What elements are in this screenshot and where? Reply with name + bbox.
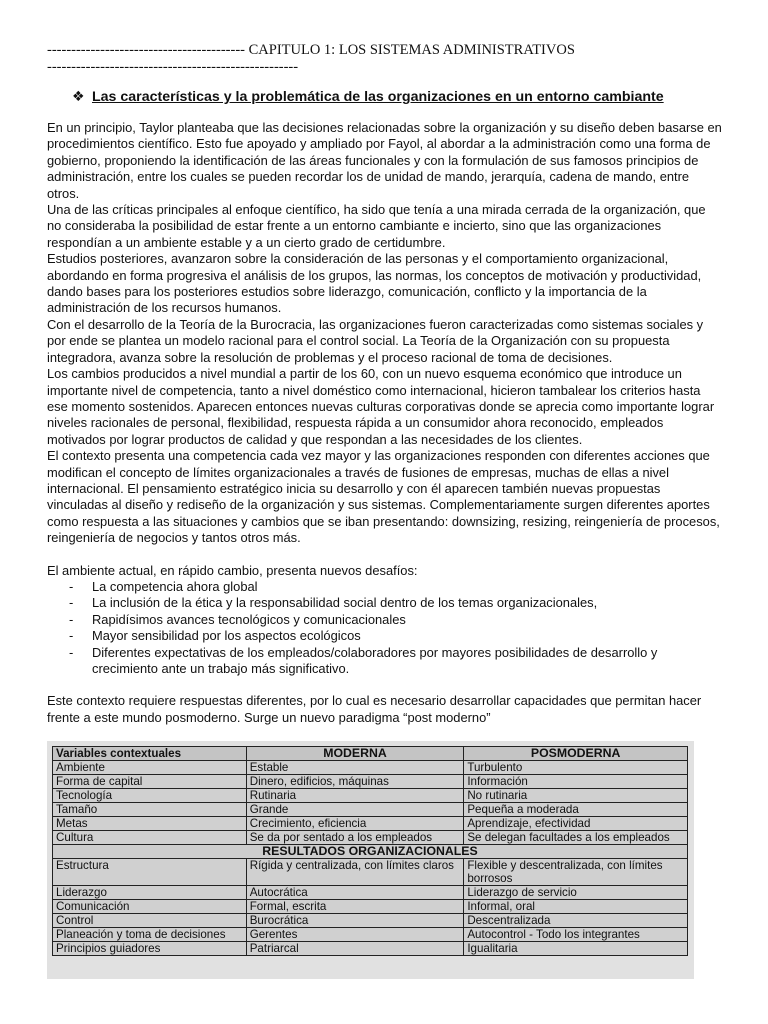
table-row (53, 761, 688, 775)
diamond-bullet-icon: ❖ (72, 88, 85, 104)
table-section-row (53, 845, 688, 859)
table-cell: Estructura (53, 859, 247, 886)
list-item: - Diferentes expectativas de los empleados/colaboradores por mayores posibilidades de desarrollo y crecimiento ante un trabajo más significativo. (47, 645, 723, 678)
table-cell: Rígida y centralizada, con límites claros (246, 859, 464, 886)
challenges-intro: El ambiente actual, en rápido cambio, presenta nuevos desafíos: (47, 562, 418, 578)
table-row (53, 775, 688, 789)
body-text (47, 120, 723, 726)
paragraph: El contexto presenta una competencia cada vez mayor y las organizaciones responden con diferentes acciones que modifican el concepto de límites organizacionales a través de fusiones de empresas, muchas de ellas a nivel internacional. El pensamiento estratégico inicia su desarrollo y con él aparecen también nuevas propuestas vinculadas al diseño y rediseño de la organización y sus sistemas. Complementariamente surgen diferentes aportes como respuesta a las situaciones y cambios que se iban presentando: downsizing, resizing, reingeniería de procesos, reingeniería de negocios y tantos otros más. (47, 448, 720, 546)
comparison-table-frame (47, 741, 694, 979)
table-row (53, 789, 688, 803)
table-header-row (53, 747, 688, 761)
table-cell: Igualitaria (464, 942, 688, 956)
chapter-dashes-line2: ---------------------------------------------------- (47, 59, 299, 75)
chapter-dashes: ----------------------------------------- (47, 42, 245, 58)
table-cell: Flexible y descentralizada, con límites borrosos (464, 859, 688, 886)
table-cell: Autocontrol - Todo los integrantes (464, 928, 688, 942)
table-cell: Estable (246, 761, 464, 775)
table-cell: Liderazgo de servicio (464, 886, 688, 900)
table-row (53, 817, 688, 831)
table-cell: No rutinaria (464, 789, 688, 803)
table-row (53, 859, 688, 886)
table-cell: Comunicación (53, 900, 247, 914)
table-cell: Planeación y toma de decisiones (53, 928, 247, 942)
paragraph: Estudios posteriores, avanzaron sobre la consideración de las personas y el comportamiento organizacional, abordando en forma progresiva el análisis de los grupos, las normas, los conceptos de motivación y productividad, dando bases para los posteriores estudios sobre liderazgo, comunicación, conflicto y la importancia de la administración de los recursos humanos. (47, 251, 702, 316)
table-cell: Patriarcal (246, 942, 464, 956)
paragraph: En un principio, Taylor planteaba que las decisiones relacionadas sobre la organización y su diseño deben basarse en procedimientos científico. Esto fue apoyado y ampliado por Fayol, al abordar a la administración como una forma de gobierno, proponiendo la identificación de las áreas funcionales y con la formulación de sus famosos principios de administración, entre los cuales se pueden recordar los de unidad de mando, jerarquía, cadena de mando, entre otros. (47, 120, 722, 201)
list-item: - La competencia ahora global (47, 579, 723, 595)
table-cell: Tamaño (53, 803, 247, 817)
section-subheading (72, 88, 664, 105)
table-cell: Control (53, 914, 247, 928)
table-row (53, 831, 688, 845)
table-row (53, 942, 688, 956)
table-cell: Metas (53, 817, 247, 831)
table-cell: Autocrática (246, 886, 464, 900)
header-variables: Variables contextuales (53, 747, 247, 761)
table-cell: Gerentes (246, 928, 464, 942)
table-cell: Dinero, edificios, máquinas (246, 775, 464, 789)
table-cell: Se delegan facultades a los empleados (464, 831, 688, 845)
paragraph: Con el desarrollo de la Teoría de la Burocracia, las organizaciones fueron caracterizadas como sistemas sociales y por ende se plantea un modelo racional para el control social. La Teoría de la Organización con su propuesta integradora, avanza sobre la resolución de problemas y el proceso racional de toma de decisiones. (47, 316, 704, 365)
table-cell: Liderazgo (53, 886, 247, 900)
list-item: - La inclusión de la ética y la responsabilidad social dentro de los temas organizacionales, (47, 595, 723, 611)
table-cell: Ambiente (53, 761, 247, 775)
section-title: RESULTADOS ORGANIZACIONALES (53, 845, 688, 859)
chapter-title: CAPITULO 1: LOS SISTEMAS ADMINISTRATIVOS (248, 42, 575, 58)
table-cell: Turbulento (464, 761, 688, 775)
table-cell: Rutinaria (246, 789, 464, 803)
list-item: - Mayor sensibilidad por los aspectos ecológicos (47, 628, 723, 644)
chapter-header (47, 42, 727, 76)
table-cell: Aprendizaje, efectividad (464, 817, 688, 831)
table-cell: Tecnología (53, 789, 247, 803)
table-row (53, 914, 688, 928)
table-row (53, 900, 688, 914)
table-cell: Grande (246, 803, 464, 817)
comparison-table (52, 746, 688, 956)
table-cell: Principios guiadores (53, 942, 247, 956)
table-cell: Formal, escrita (246, 900, 464, 914)
table-cell: Pequeña a moderada (464, 803, 688, 817)
table-cell: Crecimiento, eficiencia (246, 817, 464, 831)
paragraph: Los cambios producidos a nivel mundial a partir de los 60, con un nuevo esquema económico que introduce un importante nivel de competencia, tanto a nivel doméstico como internacional, hicieron tambalear los criterios hasta ese momento sostenidos. Aparecen entonces nuevas culturas corporativas donde se aprecia como importante lograr niveles racionales de personal, flexibilidad, respuesta rápida a un consumidor ahora reconocido, empleados motivados por lograr productos de calidad y que respondan a las necesidades de los clientes. (47, 366, 715, 447)
table-cell: Cultura (53, 831, 247, 845)
subheading-title: Las características y la problemática de las organizaciones en un entorno cambiante (92, 89, 664, 105)
closing-paragraph: Este contexto requiere respuestas diferentes, por lo cual es necesario desarrollar capacidades que permitan hacer frente a este mundo posmoderno. Surge un nuevo paradigma “post moderno” (47, 693, 702, 725)
table-cell: Forma de capital (53, 775, 247, 789)
challenges-list (47, 579, 723, 677)
table-row (53, 886, 688, 900)
table-cell: Descentralizada (464, 914, 688, 928)
header-moderna: MODERNA (246, 747, 464, 761)
paragraph: Una de las críticas principales al enfoque científico, ha sido que tenía a una mirada cerrada de la organización, que no consideraba la posibilidad de estar frente a un entorno cambiante e incierto, sino que las organizaciones respondían a un ambiente estable y a un cierto grado de certidumbre. (47, 202, 706, 250)
table-cell: Informal, oral (464, 900, 688, 914)
list-item: - Rapidísimos avances tecnológicos y comunicacionales (47, 612, 723, 628)
table-cell: Información (464, 775, 688, 789)
table-row (53, 928, 688, 942)
table-cell: Se da por sentado a los empleados (246, 831, 464, 845)
table-row (53, 803, 688, 817)
table-cell: Burocrática (246, 914, 464, 928)
header-posmoderna: POSMODERNA (464, 747, 688, 761)
